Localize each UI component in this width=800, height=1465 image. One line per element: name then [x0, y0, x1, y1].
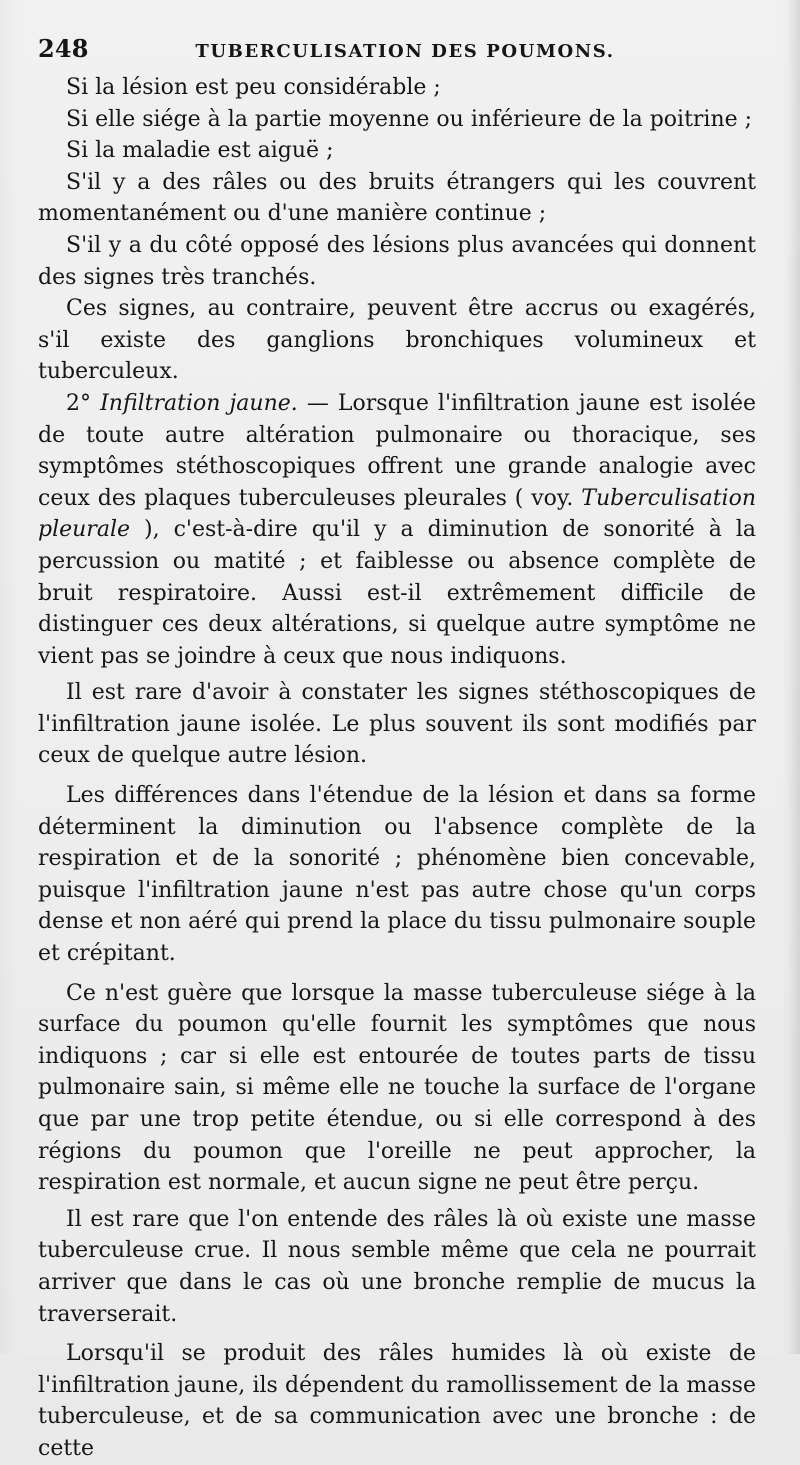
- paragraph-3: Ce n'est guère que lorsque la masse tuberculeuse siége à la surface du poumon qu'elle fournit les symptômes que nous indiquons ; car si elle est entourée de toutes parts de tissu pulmonaire sain, si même elle ne touche la surface de l'organe que par une trop petite étendue, ou si elle correspond à des régions du poumon que l'oreille ne peut approcher, la respiration est normale, et aucun signe ne peut être perçu.: [38, 980, 756, 1196]
- page-body: [38, 72, 756, 1465]
- reference-title: Tuberculisation pleurale: [38, 485, 756, 543]
- infiltration-text-a: — Lorsque l'infiltration jaune est isolée de toute autre altération pulmonaire ou thoracique, ses symptômes stéthoscopiques offrent une grande analogie avec ceux des plaques tuberculeuses pleurales ( voy.: [38, 390, 756, 511]
- section-title: Infiltration jaune.: [100, 390, 298, 416]
- page-header: [38, 34, 756, 62]
- condition-line-4: S'il y a des râles ou des bruits étrangers qui les couvrent momentanément ou d'une manière continue ;: [38, 169, 756, 227]
- paragraph-1: Il est rare d'avoir à constater les signes stéthoscopiques de l'infiltration jaune isolée. Le plus souvent ils sont modifiés par ceux de quelque autre lésion.: [38, 680, 756, 769]
- condition-line-5: S'il y a du côté opposé des lésions plus avancées qui donnent des signes très tranchés.: [38, 232, 756, 290]
- infiltration-paragraph: [38, 388, 756, 672]
- page-edge-shadow: [782, 0, 800, 1354]
- running-title: TUBERCULISATION DES POUMONS.: [195, 41, 615, 62]
- paragraph-5: Lorsqu'il se produit des râles humides là où existe de l'infiltration jaune, ils dépendent du ramollissement de la masse tuberculeuse, et de sa communication avec une bronche : de cette: [38, 1341, 756, 1461]
- condition-line-2: Si elle siége à la partie moyenne ou inférieure de la poitrine ;: [66, 106, 753, 132]
- condition-line-3: Si la maladie est aiguë ;: [66, 138, 334, 164]
- condition-line-1: Si la lésion est peu considérable ;: [66, 75, 441, 100]
- page-number: 248: [38, 34, 89, 63]
- section-number: 2°: [66, 390, 91, 416]
- infiltration-text-b: ), c'est-à-dire qu'il y a diminution de sonorité à la percussion ou matité ; et faiblesse ou absence complète de bruit respiratoire. Aussi est-il extrêmement difficile de distinguer ces deux altérations, si quelque autre symptôme ne vient pas se joindre à ceux que nous indiquons.: [38, 517, 756, 669]
- paragraph-4: Il est rare que l'on entende des râles là où existe une masse tuberculeuse crue. Il nous semble même que cela ne pourrait arriver que dans le cas où une bronche remplie de mucus la traverserait.: [38, 1206, 756, 1327]
- contrary-paragraph: Ces signes, au contraire, peuvent être accrus ou exagérés, s'il existe des ganglions bronchiques volumineux et tuberculeux.: [38, 296, 756, 385]
- paragraph-2: Les différences dans l'étendue de la lésion et dans sa forme déterminent la diminution ou l'absence complète de la respiration et de la sonorité ; phénomène bien concevable, puisque l'infiltration jaune n'est pas autre chose qu'un corps dense et non aéré qui prend la place du tissu pulmonaire souple et crépitant.: [38, 783, 756, 967]
